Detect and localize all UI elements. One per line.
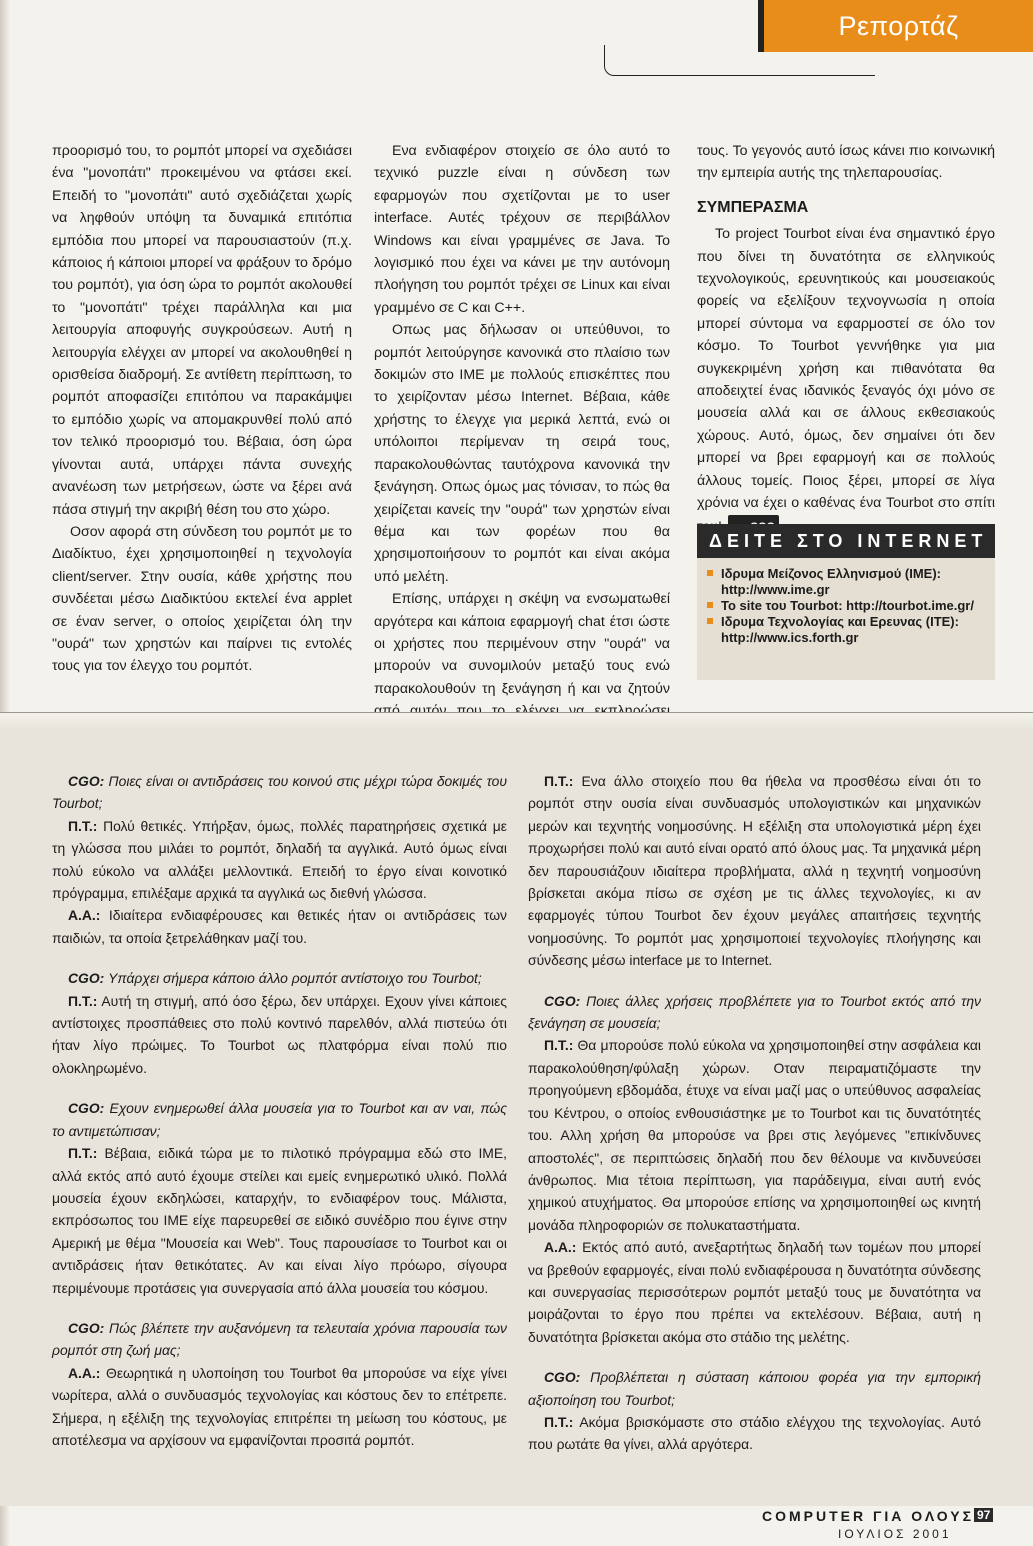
section-title: Ρεπορτάζ — [838, 10, 959, 41]
interview-text: Ενα άλλο στοιχείο που θα ήθελα να προσθέσω είναι ότι το ρομπότ στην ουσία είναι συνδυασμός υπολογιστικών και μηχανικών μερών και τεχνητής νοημοσύνης. Η εξέλιξη στα υπολογιστικά μέρη έχει προχωρήσει πολύ και αυτό είναι ορατό από όλους μας. Τα μηχανικά μέρη δεν παρουσιάζουν ιδιαίτερα προβλήματα, αλλά η τεχνητή νοημοσύνη βρίσκεται ακόμα πίσω σε σχέση με τις άλλες τεχνολογίες, κι αν εφαρμογές τύπου Tourbot δεν έχουν μεγάλες απαιτήσεις τεχνητής νοημοσύνης. Το ρομπότ μας χρησιμοποιεί τεχνολογίες πλοήγησης και σύνδεσης μέσω interface με το Internet. — [528, 773, 982, 969]
interview-answer — [52, 1362, 507, 1452]
article-column-3 — [697, 140, 995, 539]
speaker-label: Α.Α.: — [544, 1239, 577, 1256]
bullet-icon — [707, 602, 713, 608]
speaker-label: Π.Τ.: — [544, 1413, 574, 1430]
interview-answer — [52, 1142, 507, 1299]
interview-text: Βέβαια, ειδικά τώρα με το πιλοτικό πρόγραμμα εδώ στο ΙΜΕ, αλλά εκτός από αυτό έχουμε στείλει και εμείς ενημερωτικό υλικό. Πολλά μουσεία έχουν εκδηλώσει, καταρχήν, το ενδιαφέρον τους. Μάλιστα, εκπρόσωπος του ΙΜΕ είχε παρευρεθεί σε ειδικό συνέδριο που έγινε στην Αμερική με θέμα "Μουσεία και Web". Τους παρουσίασε το Tourbot και οι αντιδράσεις ήταν θετικότατες. Αν και είναι λίγο πρόωρο, σίγουρα περιμένουμε προτάσεις για συνεργασία από άλλα μουσεία του κόσμου. — [52, 1145, 507, 1296]
internet-sidebar — [697, 524, 995, 680]
interview-text: Θα μπορούσε πολύ εύκολα να χρησιμοποιηθεί στην ασφάλεια και παρακολούθηση/φύλαξη χώρων. Οταν πειραματιζόμαστε την προηγούμενη εβδομάδα, έτυχε να είναι μαζί μας ο υπεύθυνος ασφαλείας του Κέντρου, ο οποίος ενθουσιάστηκε με το Tourbot και τις δυνατότητές του. Αλλη χρήση θα μπορούσε να βρει στις λεγόμενες "επικίνδυνες αποστολές", σε περιπτώσεις δηλαδή που δεν θέλουμε να κινδυνεύσει άνθρωπος. Μια τέτοια περίπτωση, για παράδειγμα, είναι αυτή ενός χημικού ατυχήματος. Θα μπορούσε επίσης να χρησιμοποιηθεί ως κινητή μονάδα πληροφοριών σε πολυκαταστήματα. — [528, 1037, 981, 1233]
interview-text: Ποιες είναι οι αντιδράσεις του κοινού στις μέχρι τώρα δοκιμές του Tourbot; — [52, 773, 507, 812]
interview-answer — [52, 904, 507, 949]
paragraph: Οπως μας δήλωσαν οι υπεύθυνοι, το ρομπότ λειτούργησε κανονικά στο πλαίσιο των δοκιμών στο ΙΜΕ με πολλούς επισκέπτες που το χειρίζονταν μέσω Internet. Βέβαια, κάθε χρήστης το έλεγχε για μερικά λεπτά, ενώ οι υπόλοιποι περίμεναν τη σειρά τους, παρακολουθώντας ταυτόχρονα κανονικά την ξενάγηση. Οπως όμως μας τόνισαν, το πώς θα χειρίζεται κανείς την "ουρά" των χρηστών είναι θέμα και των φορέων που θα χρησιμοποιήσουν το ρομπότ και είναι ακόμα υπό μελέτη. — [374, 322, 670, 585]
interview-column-right — [528, 770, 981, 1456]
speaker-label: CGO: — [68, 970, 105, 987]
speaker-label: Π.Τ.: — [68, 992, 98, 1009]
page-number: 97 — [974, 1508, 993, 1522]
issue-date: ΙΟΥΛΙΟΣ 2001 — [838, 1527, 952, 1541]
interview-text: Προβλέπεται η σύσταση κάποιου φορέα για την εμπορική αξιοποίηση του Tourbot; — [528, 1369, 982, 1408]
speaker-label: Α.Α.: — [68, 1364, 101, 1381]
interview-answer — [528, 1236, 981, 1348]
header-rule — [604, 45, 875, 76]
paragraph: Ενα ενδιαφέρον στοιχείο σε όλο αυτό το τεχνικό puzzle είναι η σύνδεση των εφαρμογών που σχετίζονται με το user interface. Αυτές τρέχουν σε περιβάλλον Windows και είναι γραμμένες σε Java. Το λογισμικό που έχει να κάνει με την αυτόνομη πλοήγηση του ρομπότ τρέχει σε Linux και είναι γραμμένο σε C και C++. — [374, 143, 670, 316]
speaker-label: Π.Τ.: — [544, 1037, 574, 1054]
interview-text: Πώς βλέπετε την αυξανόμενη τα τελευταία χρόνια παρουσία των ρομπότ στη ζωή μας; — [52, 1319, 507, 1359]
interview-answer — [52, 815, 507, 905]
interview-text: Ακόμα βρισκόμαστε στο στάδιο ελέγχου της τεχνολογίας. Αυτό που ρωτάτε θα γίνει, αλλά αργότερα. — [528, 1413, 981, 1453]
interview-text: Εχουν ενημερωθεί άλλα μουσεία για το Tourbot και αν ναι, πώς το αντιμετώπισαν; — [52, 1100, 508, 1139]
interview-text: Αυτή τη στιγμή, από όσο ξέρω, δεν υπάρχει. Εχουν γίνει κάποιες αντίστοιχες προσπάθειες στο πολύ κοντινό παρελθόν, αλλά πιστεύω ότι ήταν λίγο πρώιμες. Το Tourbot ως πλατφόρμα είναι πολύ πιο ολοκληρωμένο. — [52, 992, 507, 1076]
paragraph — [697, 223, 995, 539]
speaker-label: Π.Τ.: — [68, 817, 98, 834]
bullet-icon — [707, 618, 713, 624]
speaker-label: Π.Τ.: — [544, 773, 574, 789]
link-text: Το site του Tourbot: http://tourbot.ime.gr/ — [721, 598, 974, 613]
internet-link-item — [707, 566, 995, 598]
interview-question — [52, 967, 507, 989]
speaker-label: CGO: — [68, 1100, 105, 1117]
interview-column-left — [52, 770, 507, 1451]
bullet-icon — [707, 570, 713, 576]
paragraph: τους. Το γεγονός αυτό ίσως κάνει πιο κοινωνική την εμπειρία αυτής της τηλεπαρουσίας. — [697, 143, 995, 182]
interview-text: Θεωρητικά η υλοποίηση του Tourbot θα μπορούσε να είχε γίνει νωρίτερα, αλλά ο συνδυασμός τεχνολογίας και κόστους δεν το επέτρεπε. Σήμερα, η εξέλιξη της τεχνολογίας επιτρέπει τη μείωση του κόστους, με αποτέλεσμα να αρχίσουν να εμφανίζονται προσιτά ρομπότ. — [52, 1364, 508, 1448]
article-column-1 — [52, 140, 352, 678]
interview-text: Ιδιαίτερα ενδιαφέρουσες και θετικές ήταν οι αντιδράσεις των παιδιών, τα οποία ξετρελάθηκαν μαζί του. — [52, 907, 507, 946]
interview-answer — [52, 990, 507, 1080]
link-text: Ιδρυμα Τεχνολογίας και Ερευνας (ΙΤΕ): http://www.ics.forth.gr — [721, 614, 959, 645]
interview-question — [52, 1097, 507, 1142]
conclusion-text: Το project Tourbot είναι ένα σημαντικό έργο που δίνει τη δυνατότητα σε ελληνικούς τεχνολογικούς, ερευνητικούς και μουσειακούς φορείς να εξελίξουν τεχνογνωσία η οποία μπορεί σύντομα να εφαρμοστεί σε όλο τον κόσμο. Το Tourbot γεννήθηκε για μια συγκεκριμένη χρήση και πιθανότατα θα αποδειχτεί ένας ιδανικός ξεναγός όχι μόνο σε μουσεία αλλά και σε άλλους εκθεσιακούς χώρους. Αυτό, όμως, δεν σημαίνει ότι δεν μπορεί να βρει εφαρμογή και σε πολλούς άλλους τομείς. Ποιος ξέρει, μπορεί σε λίγα χρόνια να έχει ο καθένας ένα Tourbot στο σπίτι — [697, 226, 995, 512]
speaker-label: CGO: — [68, 1319, 105, 1336]
internet-sidebar-title: ΔΕΙΤΕ ΣΤΟ INTERNET — [697, 524, 995, 558]
speaker-label: CGO: — [544, 1369, 581, 1386]
paragraph: προορισμό του, το ρομπότ μπορεί να σχεδιάσει ένα "μονοπάτι" προκειμένου να φτάσει εκεί. Επειδή το "μονοπάτι" αυτό σχεδιάζεται χωρίς να ληφθούν υπόψη τα δυναμικά επιτόπια εμπόδια που μπορεί να παρουσιαστούν (π.χ. κάποιος ή κάποιοι μπορεί να φράξουν το δρόμο του ρομπότ), για όση ώρα το ρομπότ ακολουθεί το "μονοπάτι" τρέχει παράλληλα και μια λειτουργία αποφυγής συγκρούσεων. Αυτή η λειτουργία ελέγχει αν μπορεί να ακολουθηθεί η ορισθείσα διαδρομή. Σε αντίθετη περίπτωση, το ρομπότ αποφασίζει επιτόπου να παρακάμψει το εμπόδιο χωρίς να απομακρυνθεί πολύ από τον τελικό προορισμό του. Βέβαια, όση ώρα γίνονται αυτά, υπάρχει πάντα συνεχής ανανέωση των μετρήσεων, ώστε να ξέρει ανά πάσα στιγμή την ακριβή θέση του στο χώρο. — [52, 143, 352, 518]
interview-question — [528, 990, 981, 1035]
paragraph: Οσον αφορά στη σύνδεση του ρομπότ με το Διαδίκτυο, έχει χρησιμοποιηθεί η τεχνολογία client/server. Στην ουσία, κάθε χρήστης που συνδέεται μέσω Διαδικτύου εκτελεί ένα applet σε έναν server, ο οποίος χειρίζεται όλη την "ουρά" των χρηστών και παίρνει τις εντολές τους για τον έλεγχο του ρομπότ. — [52, 523, 352, 675]
speaker-label: Α.Α.: — [68, 907, 101, 924]
article-column-2 — [374, 140, 670, 745]
internet-link-list — [697, 566, 995, 646]
interview-text: Ποιες άλλες χρήσεις προβλέπετε για το Tourbot εκτός από την ξενάγηση σε μουσεία; — [528, 992, 981, 1032]
speaker-label: CGO: — [68, 773, 105, 789]
interview-answer — [528, 770, 981, 972]
section-divider — [0, 712, 1033, 731]
interview-question — [52, 1317, 507, 1362]
interview-answer — [528, 1034, 981, 1236]
interview-question — [528, 1366, 981, 1411]
link-text: Ιδρυμα Μείζονος Ελληνισμού (ΙΜΕ): http://www.ime.gr — [721, 566, 941, 597]
interview-text: Πολύ θετικές. Υπήρξαν, όμως, πολλές παρατηρήσεις σχετικά με τη γλώσσα που μιλάει το ρομπότ, δηλαδή τα αγγλικά. Αυτό όμως είναι πολύ εύκολο να αλλάξει μελλοντικά. Επειδή το έργο είναι κοινοτικό πρόγραμμα, επιλέξαμε αρχικά τα αγγλικά ως διεθνή γλώσσα. — [52, 817, 507, 902]
magazine-name: COMPUTER ΓΙΑ ΟΛΟΥΣ — [762, 1508, 975, 1524]
internet-link-item — [707, 614, 995, 646]
interview-text: Εκτός από αυτό, ανεξαρτήτως δηλαδή των τομέων που μπορεί να βρεθούν εφαρμογές, είναι πολύ ενδιαφέρουσα η δυνατότητα σύνδεσης και συνεργασίας περισσότερων ρομπότ μεταξύ τους με δυνατότητα να μοιράζονται το έργο που πρέπει να εκτελέσουν. Βέβαια, αυτή η δυνατότητα βρίσκεται ακόμα στο στάδιο της μελέτης. — [528, 1239, 982, 1345]
interview-answer — [528, 1411, 981, 1456]
speaker-label: Π.Τ.: — [68, 1145, 98, 1162]
paragraph: Επίσης, υπάρχει η σκέψη να ενσωματωθεί αργότερα και κάποια εφαρμογή chat έτσι ώστε οι χρήστες που περιμένουν στην "ουρά" να μπορούν να συνομιλούν μεταξύ τους ενώ παρακολουθούν τη ξενάγηση ή και να ζητούν — [374, 591, 670, 697]
interview-text: Υπάρχει σήμερα κάποιο άλλο ρομπότ αντίστοιχο του Tourbot; — [108, 970, 482, 987]
section-heading: ΣΥΜΠΕΡΑΣΜΑ — [697, 198, 809, 216]
internet-link-item — [707, 598, 995, 614]
interview-question — [52, 770, 507, 815]
speaker-label: CGO: — [544, 992, 581, 1009]
